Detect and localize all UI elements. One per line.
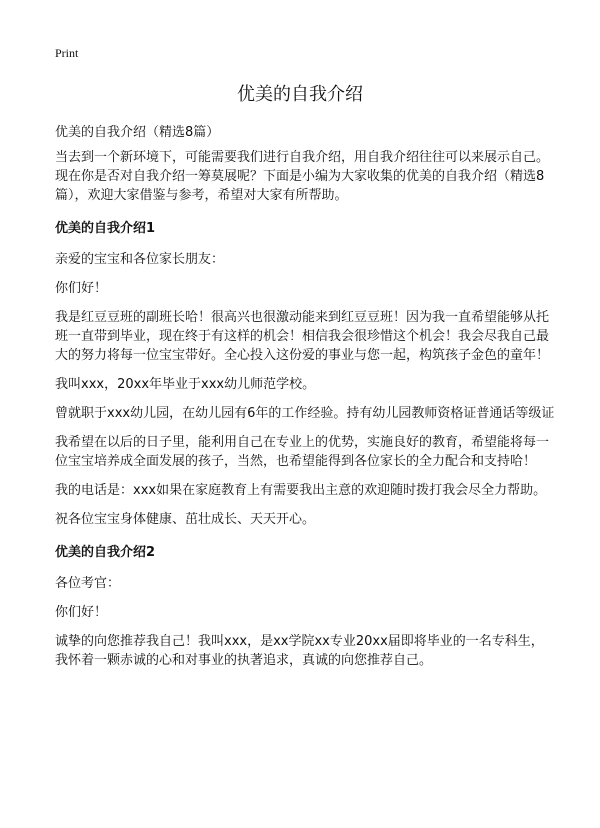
paragraph: 祝各位宝宝身体健康、茁壮成长、天天开心。 bbox=[55, 512, 316, 527]
article-body bbox=[55, 148, 555, 680]
section-heading: 优美的自我介绍1 bbox=[55, 221, 156, 236]
paragraph: 你们好！ bbox=[55, 281, 108, 296]
paragraph: 我的电话是：xxx如果在家庭教育上有需要我出主意的欢迎随时拨打我会尽全力帮助。 bbox=[55, 483, 547, 498]
paragraph: 各位考官： bbox=[55, 576, 121, 591]
page-title: 优美的自我介绍 bbox=[237, 84, 363, 105]
paragraph: 你们好！ bbox=[55, 605, 108, 620]
section-heading: 优美的自我介绍2 bbox=[55, 545, 156, 560]
document-subtitle: 优美的自我介绍（精选8篇） bbox=[55, 125, 220, 140]
print-link[interactable]: Print bbox=[55, 46, 79, 60]
paragraph: 我希望在以后的日子里，能利用自己在专业上的优势，实施良好的教育，希望能将每一位宝宝培养成全面发展的孩子，当然，也希望能得到各位家长的全力配合和支持哈！ bbox=[55, 435, 550, 469]
intro-paragraph: 当去到一个新环境下，可能需要我们进行自我介绍，用自我介绍往往可以来展示自己。现在你是否对自我介绍一筹莫展呢？下面是小编为大家收集的优美的自我介绍（精选8篇），欢迎大家借鉴与参考，希望对大家有所帮助。 bbox=[55, 150, 550, 203]
paragraph: 亲爱的宝宝和各位家长朋友： bbox=[55, 252, 225, 267]
paragraph: 曾就职于xxx幼儿园，在幼儿园有6年的工作经验。持有幼儿园教师资格证普通话等级证 bbox=[55, 406, 555, 421]
paragraph: 我叫xxx，20xx年毕业于xxx幼儿师范学校。 bbox=[55, 377, 316, 392]
paragraph: 诚挚的向您推荐我自己！我叫xxx，是xx学院xx专业20xx届即将毕业的一名专科生，我怀着一颗赤诚的心和对事业的执著追求，真诚的向您推荐自己。 bbox=[55, 634, 544, 668]
paragraph: 我是红豆豆班的副班长哈！很高兴也很激动能来到红豆豆班！因为我一直希望能够从托班一直带到毕业，现在终于有这样的机会！相信我会很珍惜这个机会！我会尽我自己最大的努力将每一位宝宝带好。全心投入这份爱的事业与您一起，构筑孩子金色的童年！ bbox=[55, 310, 550, 363]
